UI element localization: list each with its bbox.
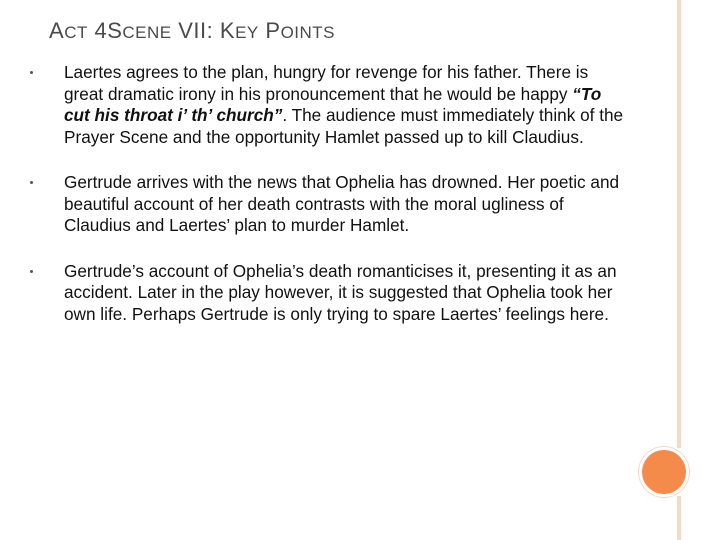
title-vii: VII: <box>171 18 220 43</box>
title-letter-a: A <box>49 18 65 43</box>
bullet-list <box>38 62 628 349</box>
bullet-item <box>38 62 628 148</box>
decorative-vertical-rule <box>677 0 681 448</box>
title-rest-cene: CENE <box>122 23 172 42</box>
title-rest-ey: EY <box>235 23 259 42</box>
title-number: 4 <box>87 18 108 43</box>
title-letter-k: K <box>219 18 236 43</box>
title-letter-p: P <box>258 18 281 43</box>
bullet-item <box>38 172 628 237</box>
bullet-item <box>38 261 628 326</box>
bullet-dot-icon <box>30 181 33 184</box>
bullet-dot-icon <box>30 270 33 273</box>
bullet-quote: “To cut his throat i’ th’ church” <box>64 83 602 125</box>
slide-title <box>49 18 335 44</box>
decorative-orange-circle-icon <box>642 450 686 494</box>
bullet-text: Laertes agrees to the plan, hungry for revenge for his father. There is great dramatic irony in his pronouncement that he would be happy <box>64 62 589 104</box>
title-rest-oints: OINTS <box>280 23 336 42</box>
decorative-vertical-rule-bottom <box>677 496 681 540</box>
title-rest-ct: CT <box>64 23 88 42</box>
bullet-dot-icon <box>30 71 33 74</box>
bullet-text: Gertrude arrives with the news that Ophelia has drowned. Her poetic and beautiful account of her death contrasts with the moral ugliness of Claudius and Laertes’ plan to murder Hamlet. <box>64 172 620 235</box>
title-letter-s: S <box>107 18 123 43</box>
bullet-text: Gertrude’s account of Ophelia’s death romanticises it, presenting it as an accident. Later in the play however, it is suggested that Ophelia took her own life. Perhaps Gertrude is only trying to spare Laertes’ feelings here. <box>64 260 617 324</box>
bullet-text-after: . The audience must immediately think of the Prayer Scene and the opportunity Hamlet passed up to kill Claudius. <box>64 105 624 147</box>
